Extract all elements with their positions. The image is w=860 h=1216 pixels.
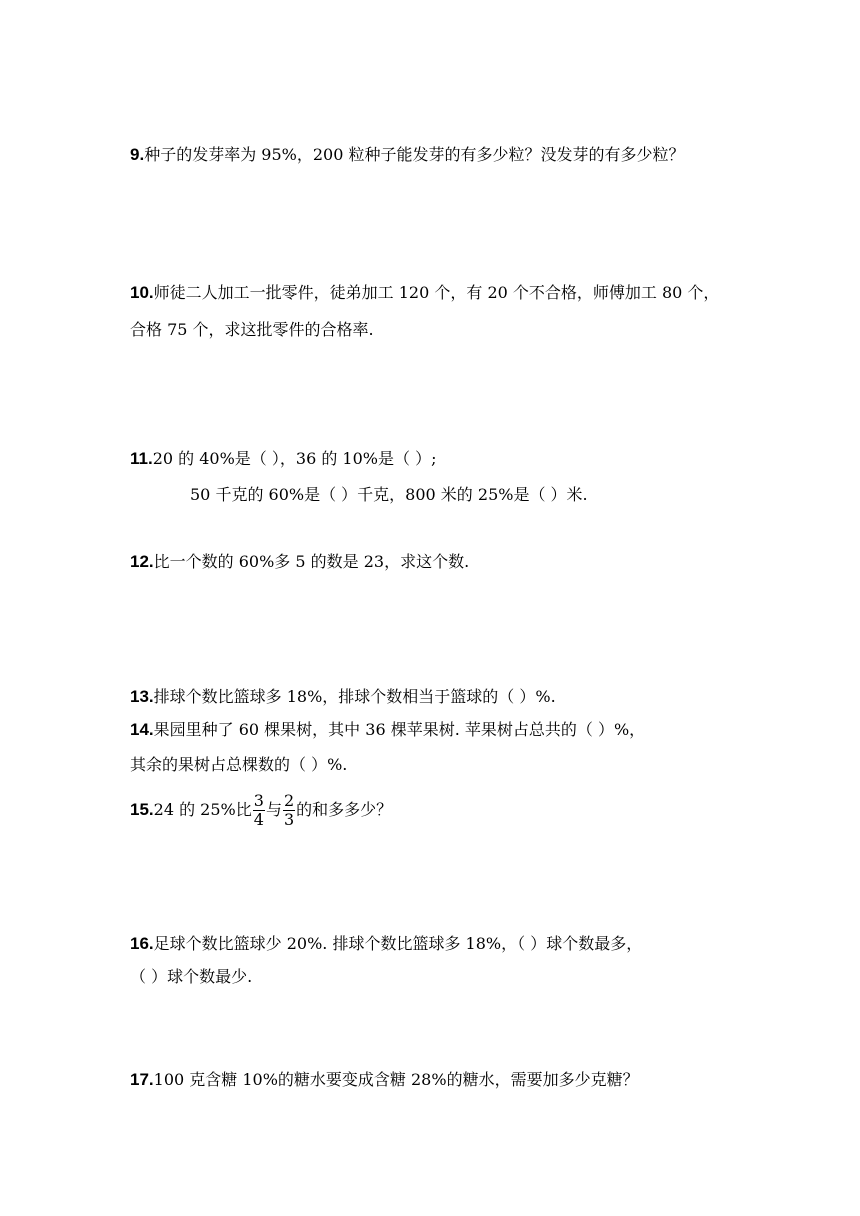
question-text: 20 的 40%是（ ），36 的 10%是（ ）; [152,449,437,468]
question-text: 比一个数的 60%多 5 的数是 23，求这个数. [153,552,470,571]
question-text: 与 [265,800,282,819]
question-13 [130,687,556,707]
question-11-line-2 [190,485,588,505]
question-text: 的和多多少？ [296,800,393,819]
fraction-denominator: 3 [283,810,295,829]
fraction-two-thirds [283,792,295,829]
question-text: （ ）球个数最少. [130,967,253,986]
fraction-denominator: 4 [253,810,264,829]
question-text: 排球个数比篮球多 18%，排球个数相当于篮球的（ ）%. [153,687,556,706]
question-9 [130,145,684,165]
question-text: 师徒二人加工一批零件，徒弟加工 120 个，有 20 个不合格，师傅加工 80 个， [153,283,720,302]
question-number: 15. [130,800,154,819]
question-number: 11. [130,449,153,468]
question-number: 12. [130,552,154,571]
question-text: 50 千克的 60%是（ ）千克，800 米的 25%是（ ）米. [190,485,588,504]
question-text: 24 的 25%比 [153,800,252,819]
fraction-numerator: 2 [283,791,295,810]
question-number: 13. [130,687,154,706]
question-text: 足球个数比篮球少 20%. 排球个数比篮球多 18%，（ ）球个数最多， [153,934,643,953]
question-number: 17. [130,1070,154,1089]
question-16-line-1 [130,934,642,954]
question-text: 合格 75 个，求这批零件的合格率. [130,320,374,339]
question-11-line-1 [130,449,436,469]
fraction-three-quarters [253,792,265,829]
question-14-line-1 [130,720,645,740]
question-number: 16. [130,934,154,953]
question-number: 10. [130,283,154,302]
question-number: 14. [130,720,154,739]
question-14-line-2 [130,755,347,775]
question-12 [130,552,469,572]
question-16-line-2 [130,967,252,987]
question-text: 种子的发芽率为 95%，200 粒种子能发芽的有多少粒？没发芽的有多少粒？ [144,145,685,164]
question-10-line-1 [130,283,719,303]
fraction-numerator: 3 [253,791,264,810]
question-text: 其余的果树占总棵数的（ ）%. [130,755,348,774]
question-10-line-2 [130,320,374,340]
question-15 [130,790,392,830]
question-number: 9. [130,145,145,164]
question-text: 果园里种了 60 棵果树，其中 36 棵苹果树. 苹果树占总共的（ ）%， [153,720,646,739]
question-text: 100 克含糖 10%的糖水要变成含糖 28%的糖水，需要加多少克糖？ [153,1070,639,1089]
question-17 [130,1070,639,1090]
